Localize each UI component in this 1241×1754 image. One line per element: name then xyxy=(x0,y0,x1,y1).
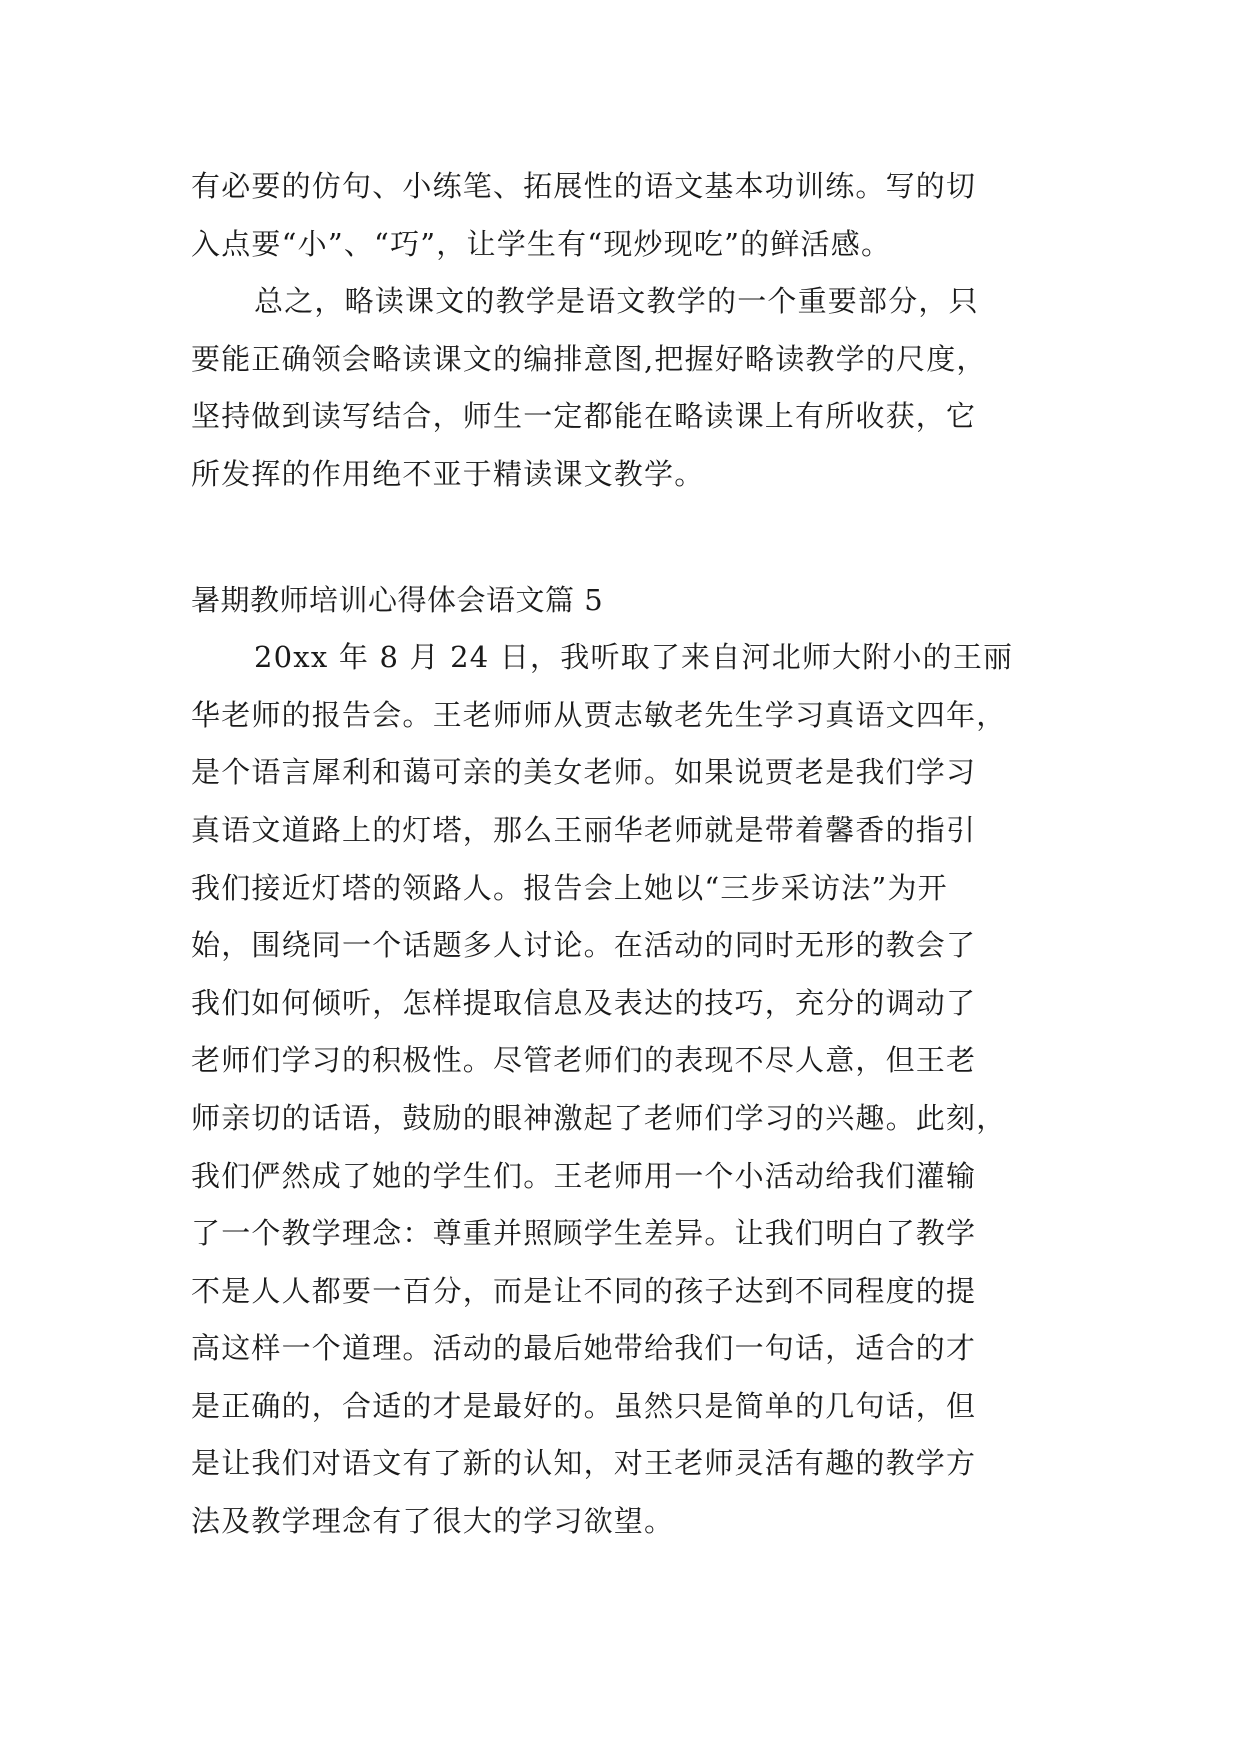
section-heading: 暑期教师培训心得体会语文篇 5 xyxy=(191,582,604,617)
paragraph-report-meeting xyxy=(191,629,1053,1551)
paragraph-summary xyxy=(191,273,1053,503)
text-line: 总之，略读课文的教学是语文教学的一个重要部分，只 xyxy=(254,284,979,319)
text-line: 真语文道路上的灯塔，那么王丽华老师就是带着馨香的指引 xyxy=(191,812,977,847)
text-line: 华老师的报告会。王老师师从贾志敏老先生学习真语文四年， xyxy=(191,697,1007,732)
text-line: 有必要的仿句、小练笔、拓展性的语文基本功训练。写的切 xyxy=(191,169,977,203)
text-line: 我们接近灯塔的领路人。报告会上她以“三步采访法”为开 xyxy=(191,870,948,905)
text-line: 师亲切的话语，鼓励的眼神激起了老师们学习的兴趣。此刻， xyxy=(191,1100,1007,1135)
text-line: 不是人人都要一百分，而是让不同的孩子达到不同程度的提 xyxy=(191,1273,977,1308)
text-line: 坚持做到读写结合，师生一定都能在略读课上有所收获，它 xyxy=(191,399,977,434)
text-line: 是正确的，合适的才是最好的。虽然只是简单的几句话，但 xyxy=(191,1388,977,1423)
text-line: 20xx 年 8 月 24 日，我听取了来自河北师大附小的王丽 xyxy=(254,640,1014,675)
text-line: 老师们学习的积极性。尽管老师们的表现不尽人意，但王老 xyxy=(191,1043,977,1078)
paragraph-training-conclusion xyxy=(191,158,1053,273)
text-line: 所发挥的作用绝不亚于精读课文教学。 xyxy=(191,456,705,491)
text-line: 是让我们对语文有了新的认知，对王老师灵活有趣的教学方 xyxy=(191,1446,977,1481)
text-line: 高这样一个道理。活动的最后她带给我们一句话，适合的才 xyxy=(191,1331,977,1366)
text-line: 入点要“小”、“巧”，让学生有“现炒现吃”的鲜活感。 xyxy=(191,226,892,261)
section-spacer xyxy=(191,504,1053,572)
document-body xyxy=(191,158,1053,1551)
text-line: 是个语言犀利和蔼可亲的美女老师。如果说贾老是我们学习 xyxy=(191,755,977,790)
text-line: 要能正确领会略读课文的编排意图,把握好略读教学的尺度， xyxy=(191,341,987,376)
text-line: 我们如何倾听，怎样提取信息及表达的技巧，充分的调动了 xyxy=(191,985,977,1020)
text-line: 法及教学理念有了很大的学习欲望。 xyxy=(191,1504,675,1539)
text-line: 了一个教学理念：尊重并照顾学生差异。让我们明白了教学 xyxy=(191,1216,977,1251)
text-line: 我们俨然成了她的学生们。王老师用一个小活动给我们灌输 xyxy=(191,1158,977,1193)
text-line: 始，围绕同一个话题多人讨论。在活动的同时无形的教会了 xyxy=(191,928,977,963)
